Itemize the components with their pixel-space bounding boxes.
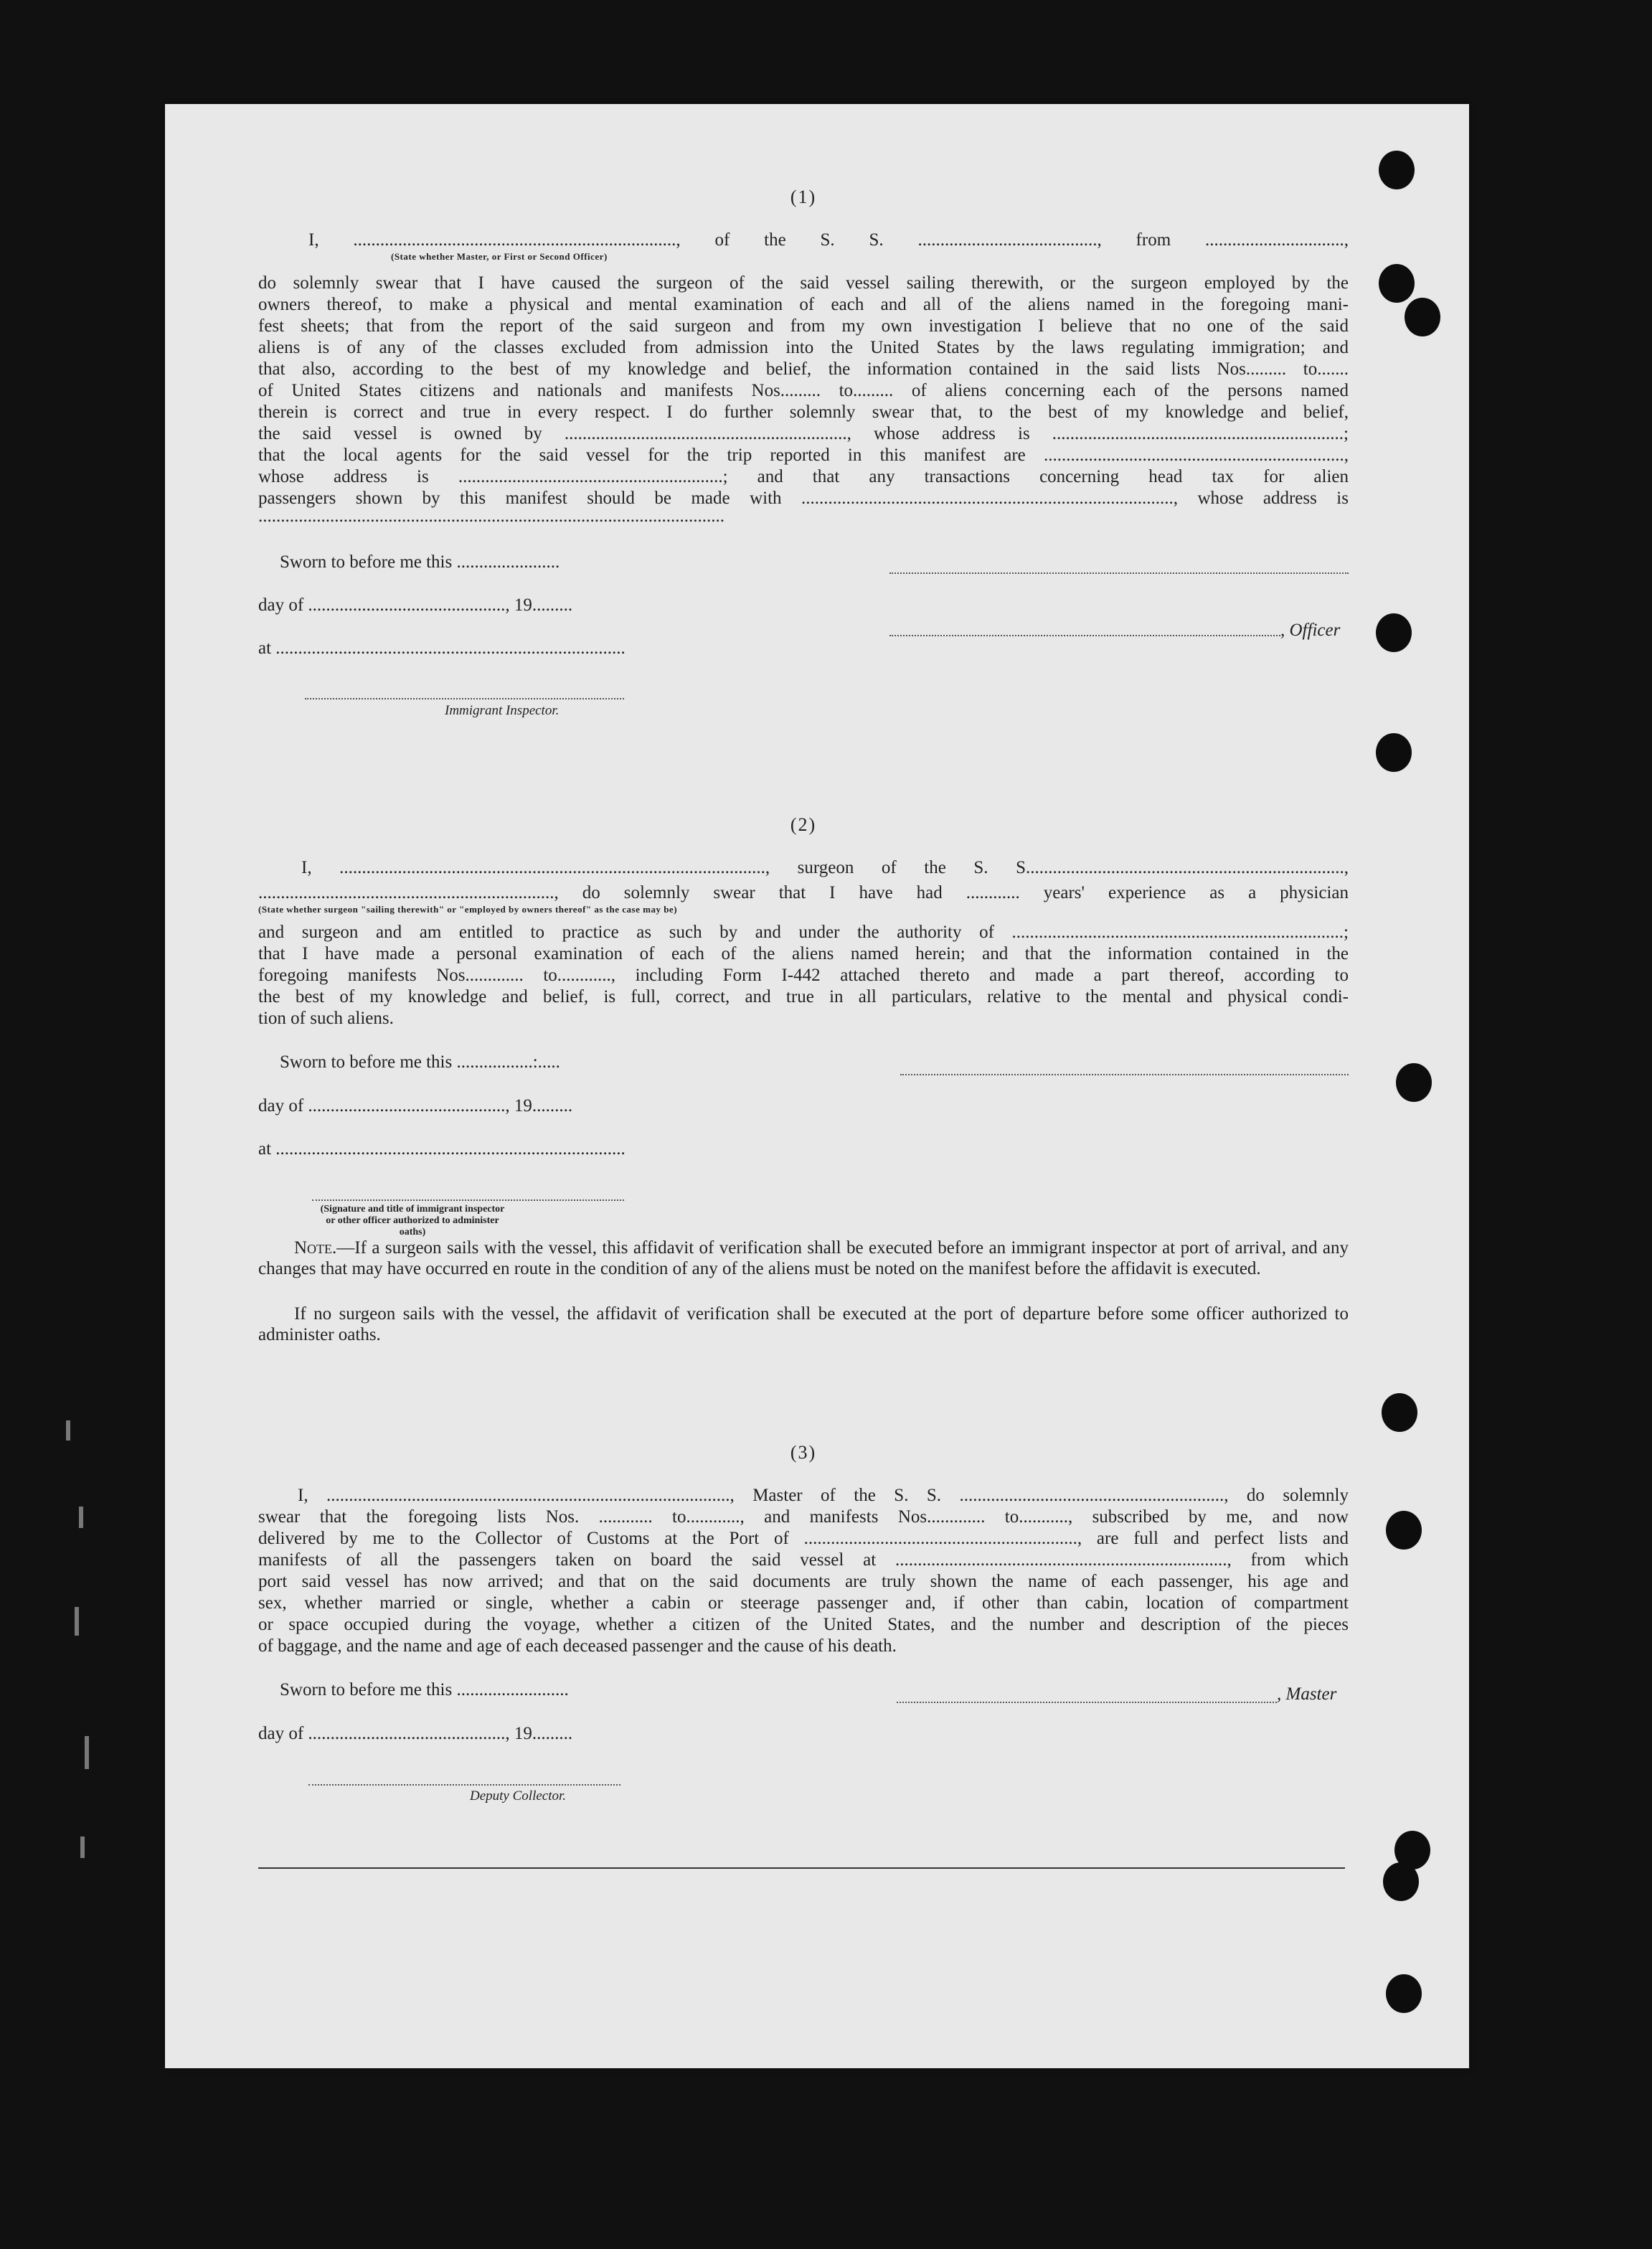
affidavit-section-3 [258, 1442, 1349, 1815]
sworn-line: Sworn to before me this .................:..... [280, 1052, 560, 1072]
section-number: (3) [790, 1442, 817, 1463]
text-line: passengers shown by this manifest should be made with ..................................................................................., whose address is [258, 489, 1349, 508]
signature-line [889, 572, 1349, 574]
day-line: day of ............................................, 19......... [258, 595, 573, 615]
signature-line [900, 1074, 1349, 1075]
collector-signature-line [308, 1784, 620, 1786]
punch-hole [1386, 1511, 1422, 1550]
section-number: (2) [790, 814, 817, 835]
text-line: the best of my knowledge and belief, is full, correct, and true in all particulars, relative to the mental and physical condi- [258, 987, 1349, 1006]
note-paragraph [258, 1237, 1349, 1279]
text-line: of baggage, and the name and age of each deceased passenger and the cause of his death. [258, 1636, 897, 1656]
text-line: manifests of all the passengers taken on board the said vessel at .........................................................................., from which [258, 1550, 1349, 1570]
text-line: I, ........................................................................, of the S. S. ........................................, from ..............................., [308, 230, 1349, 250]
text-line: fest sheets; that from the report of the said surgeon and from my own investigation I believe that no one of the said [258, 316, 1349, 336]
affidavit-section-2 [258, 814, 1349, 1359]
at-line: at .............................................................................. [258, 638, 626, 658]
text-line: port said vessel has now arrived; and that on the said documents are truly shown the name of each passenger, his age and [258, 1572, 1349, 1591]
text-line: foregoing manifests Nos............. to............, including Form I-442 attached thereto and made a part thereof, according to [258, 966, 1349, 985]
text-line: ........................................................................................................ [258, 506, 724, 526]
text-line: delivered by me to the Collector of Customs at the Port of ............................................................., are full and perfect lists and [258, 1529, 1349, 1548]
text-line: that I have made a personal examination of each of the aliens named herein; and that the information contained in the [258, 944, 1349, 963]
affidavit-section-1 [258, 183, 1349, 728]
inspector-signature-line [305, 698, 624, 699]
punch-hole [1386, 1974, 1422, 2013]
text-line: I, .........................................................................................., Master of the S. S. ..........................................................., do solemnly [298, 1486, 1349, 1505]
text-line: or space occupied during the voyage, whether a citizen of the United States, and the number and description of the pieces [258, 1615, 1349, 1634]
text-line: .................................................................., do solemnly swear that I have had ............ years' experience as a physician [258, 883, 1349, 902]
punch-hole [1383, 1862, 1419, 1901]
text-line: swear that the foregoing lists Nos. ............ to............, and manifests Nos............. to..........., subscribed by me, and now [258, 1507, 1349, 1527]
officer-label: , Officer [1280, 621, 1341, 640]
master-signature-line [897, 1702, 1277, 1703]
collector-label: Deputy Collector. [470, 1788, 567, 1804]
scan-artifact [85, 1736, 89, 1769]
punch-hole [1405, 298, 1440, 336]
punch-hole [1379, 264, 1415, 303]
scan-artifact [75, 1607, 79, 1636]
text-line: aliens is of any of the classes excluded from admission into the United States by the laws regulating immigration; and [258, 338, 1349, 357]
inspector-signature-line [312, 1199, 624, 1201]
text-line: the said vessel is owned by ..............................................................., whose address is .................................................................; [258, 424, 1349, 443]
punch-hole [1382, 1393, 1417, 1432]
text-line: tion of such aliens. [258, 1009, 394, 1028]
text-line: and surgeon and am entitled to practice as such by and under the authority of ..........................................................................; [258, 923, 1349, 942]
text-line: do solemnly swear that I have caused the surgeon of the said vessel sailing therewith, or the surgeon employed by the [258, 273, 1349, 293]
text-line: whose address is ...........................................................; and that any transactions concerning head tax for alien [258, 467, 1349, 486]
inspector-label: Immigrant Inspector. [445, 703, 560, 718]
punch-hole [1376, 613, 1412, 652]
sworn-line: Sworn to before me this ....................... [280, 552, 560, 572]
field-caption: (State whether Master, or First or Second Officer) [391, 251, 608, 262]
officer-signature-line [889, 635, 1280, 636]
signature-caption: (Signature and title of immigrant inspector or other officer authorized to administer oaths) [320, 1204, 505, 1237]
note-paragraph-2: If no surgeon sails with the vessel, the affidavit of verification shall be executed at the port of departure before some officer authorized to administer oaths. [258, 1304, 1349, 1344]
text-line: sex, whether married or single, whether a cabin or steerage passenger and, if other than cabin, location of compartment [258, 1593, 1349, 1613]
text-line: that the local agents for the said vessel for the trip reported in this manifest are ..................................................................., [258, 445, 1349, 465]
field-caption: (State whether surgeon "sailing therewith" or "employed by owners thereof" as the case may be) [258, 904, 678, 915]
sworn-line: Sworn to before me this ......................... [280, 1680, 569, 1699]
text-line: therein is correct and true in every respect. I do further solemnly swear that, to the best of my knowledge and belief, [258, 402, 1349, 422]
scan-artifact [80, 1837, 85, 1858]
punch-hole [1396, 1063, 1432, 1102]
text-line: of United States citizens and nationals and manifests Nos......... to......... of aliens concerning each of the persons named [258, 381, 1349, 400]
text-line: owners thereof, to make a physical and mental examination of each and all of the aliens named in the foregoing mani- [258, 295, 1349, 314]
at-line: at .............................................................................. [258, 1139, 626, 1159]
master-label: , Master [1277, 1684, 1337, 1704]
section-number: (1) [790, 187, 817, 207]
punch-hole [1379, 151, 1415, 189]
day-line: day of ............................................, 19......... [258, 1096, 573, 1116]
scan-artifact [79, 1507, 83, 1528]
scan-artifact [66, 1420, 70, 1441]
bottom-rule [258, 1867, 1345, 1869]
note-label: Note. [294, 1238, 337, 1258]
text-line: I, ..............................................................................................., surgeon of the S. S......................................................................., [301, 858, 1349, 877]
day-line: day of ............................................, 19......... [258, 1724, 573, 1743]
note-text: —If a surgeon sails with the vessel, this affidavit of verification shall be executed before an immigrant inspector at port of arrival, and any changes that may have occurred en route in the condition of any of the aliens must be noted on the manifest before the affidavit is executed. [258, 1238, 1349, 1278]
text-line: that also, according to the best of my knowledge and belief, the information contained in the said lists Nos......... to....... [258, 359, 1349, 379]
punch-hole [1376, 733, 1412, 772]
